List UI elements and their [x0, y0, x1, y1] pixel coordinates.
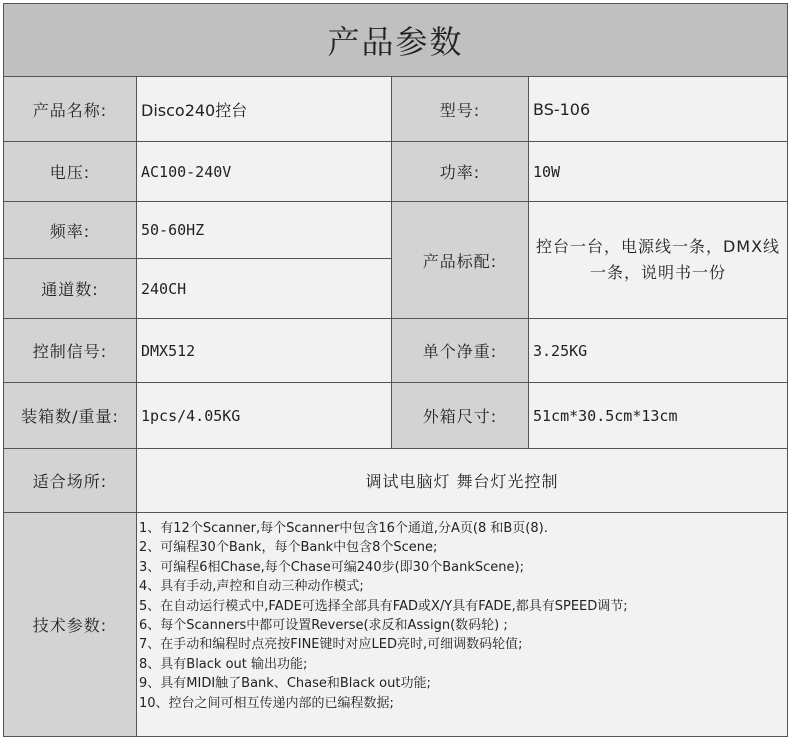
- usage-value: 调试电脑灯 舞台灯光控制: [137, 449, 788, 513]
- net-weight-value: 3.25KG: [529, 319, 788, 383]
- carton-size-label: 外箱尺寸:: [392, 383, 529, 449]
- tech-line: 5、在自动运行模式中,FADE可选择全部具有FAD或X/Y具有FADE,都具有SPEED调节;: [139, 598, 628, 614]
- model-label: 型号:: [392, 77, 529, 142]
- tech-line: 1、有12个Scanner,每个Scanner中包含16个通道,分A页(8 和B页(8).: [139, 521, 548, 536]
- frequency-value: 50-60HZ: [137, 202, 392, 259]
- channels-label: 通道数:: [4, 259, 137, 319]
- tech-line: 7、在手动和编程时点亮按FINE键时对应LED亮时,可细调数码轮值;: [139, 637, 523, 653]
- voltage-value: AC100-240V: [137, 142, 392, 202]
- net-weight-label: 单个净重:: [392, 319, 529, 383]
- tech-line: 10、控台之间可相互传递内部的已编程数据;: [139, 695, 394, 711]
- product-name-label: 产品名称:: [4, 77, 137, 142]
- frequency-label: 频率:: [4, 202, 137, 259]
- model-value: BS-106: [529, 77, 788, 142]
- accessories-value: 控台一台，电源线一条，DMX线一条，说明书一份: [529, 202, 788, 319]
- tech-line: 6、每个Scanners中都可设置Reverse(求反和Assign(数码轮) ;: [139, 618, 508, 634]
- product-name-value: Disco240控台: [137, 77, 392, 142]
- tech-line: 2、可编程30个Bank，每个Bank中包含8个Scene;: [139, 540, 438, 556]
- tech-line: 9、具有MIDI触了Bank、Chase和Black out功能;: [139, 676, 431, 692]
- packing-value: 1pcs/4.05KG: [137, 383, 392, 449]
- tech-params-list: [137, 513, 788, 737]
- control-signal-label: 控制信号:: [4, 319, 137, 383]
- control-signal-value: DMX512: [137, 319, 392, 383]
- voltage-label: 电压:: [4, 142, 137, 202]
- accessories-label: 产品标配:: [392, 202, 529, 319]
- channels-value: 240CH: [137, 259, 392, 319]
- power-label: 功率:: [392, 142, 529, 202]
- spec-table: [3, 3, 788, 737]
- tech-line: 4、具有手动,声控和自动三种动作模式;: [139, 579, 364, 595]
- usage-label: 适合场所:: [4, 449, 137, 513]
- packing-label: 装箱数/重量:: [4, 383, 137, 449]
- tech-line: 3、可编程6相Chase,每个Chase可编240步(即30个BankScene);: [139, 559, 524, 575]
- tech-line: 8、具有Black out 输出功能;: [139, 656, 308, 672]
- power-value: 10W: [529, 142, 788, 202]
- page-title: 产品参数: [4, 4, 788, 77]
- tech-params-label: 技术参数:: [4, 513, 137, 737]
- product-spec-sheet: [3, 3, 787, 736]
- carton-size-value: 51cm*30.5cm*13cm: [529, 383, 788, 449]
